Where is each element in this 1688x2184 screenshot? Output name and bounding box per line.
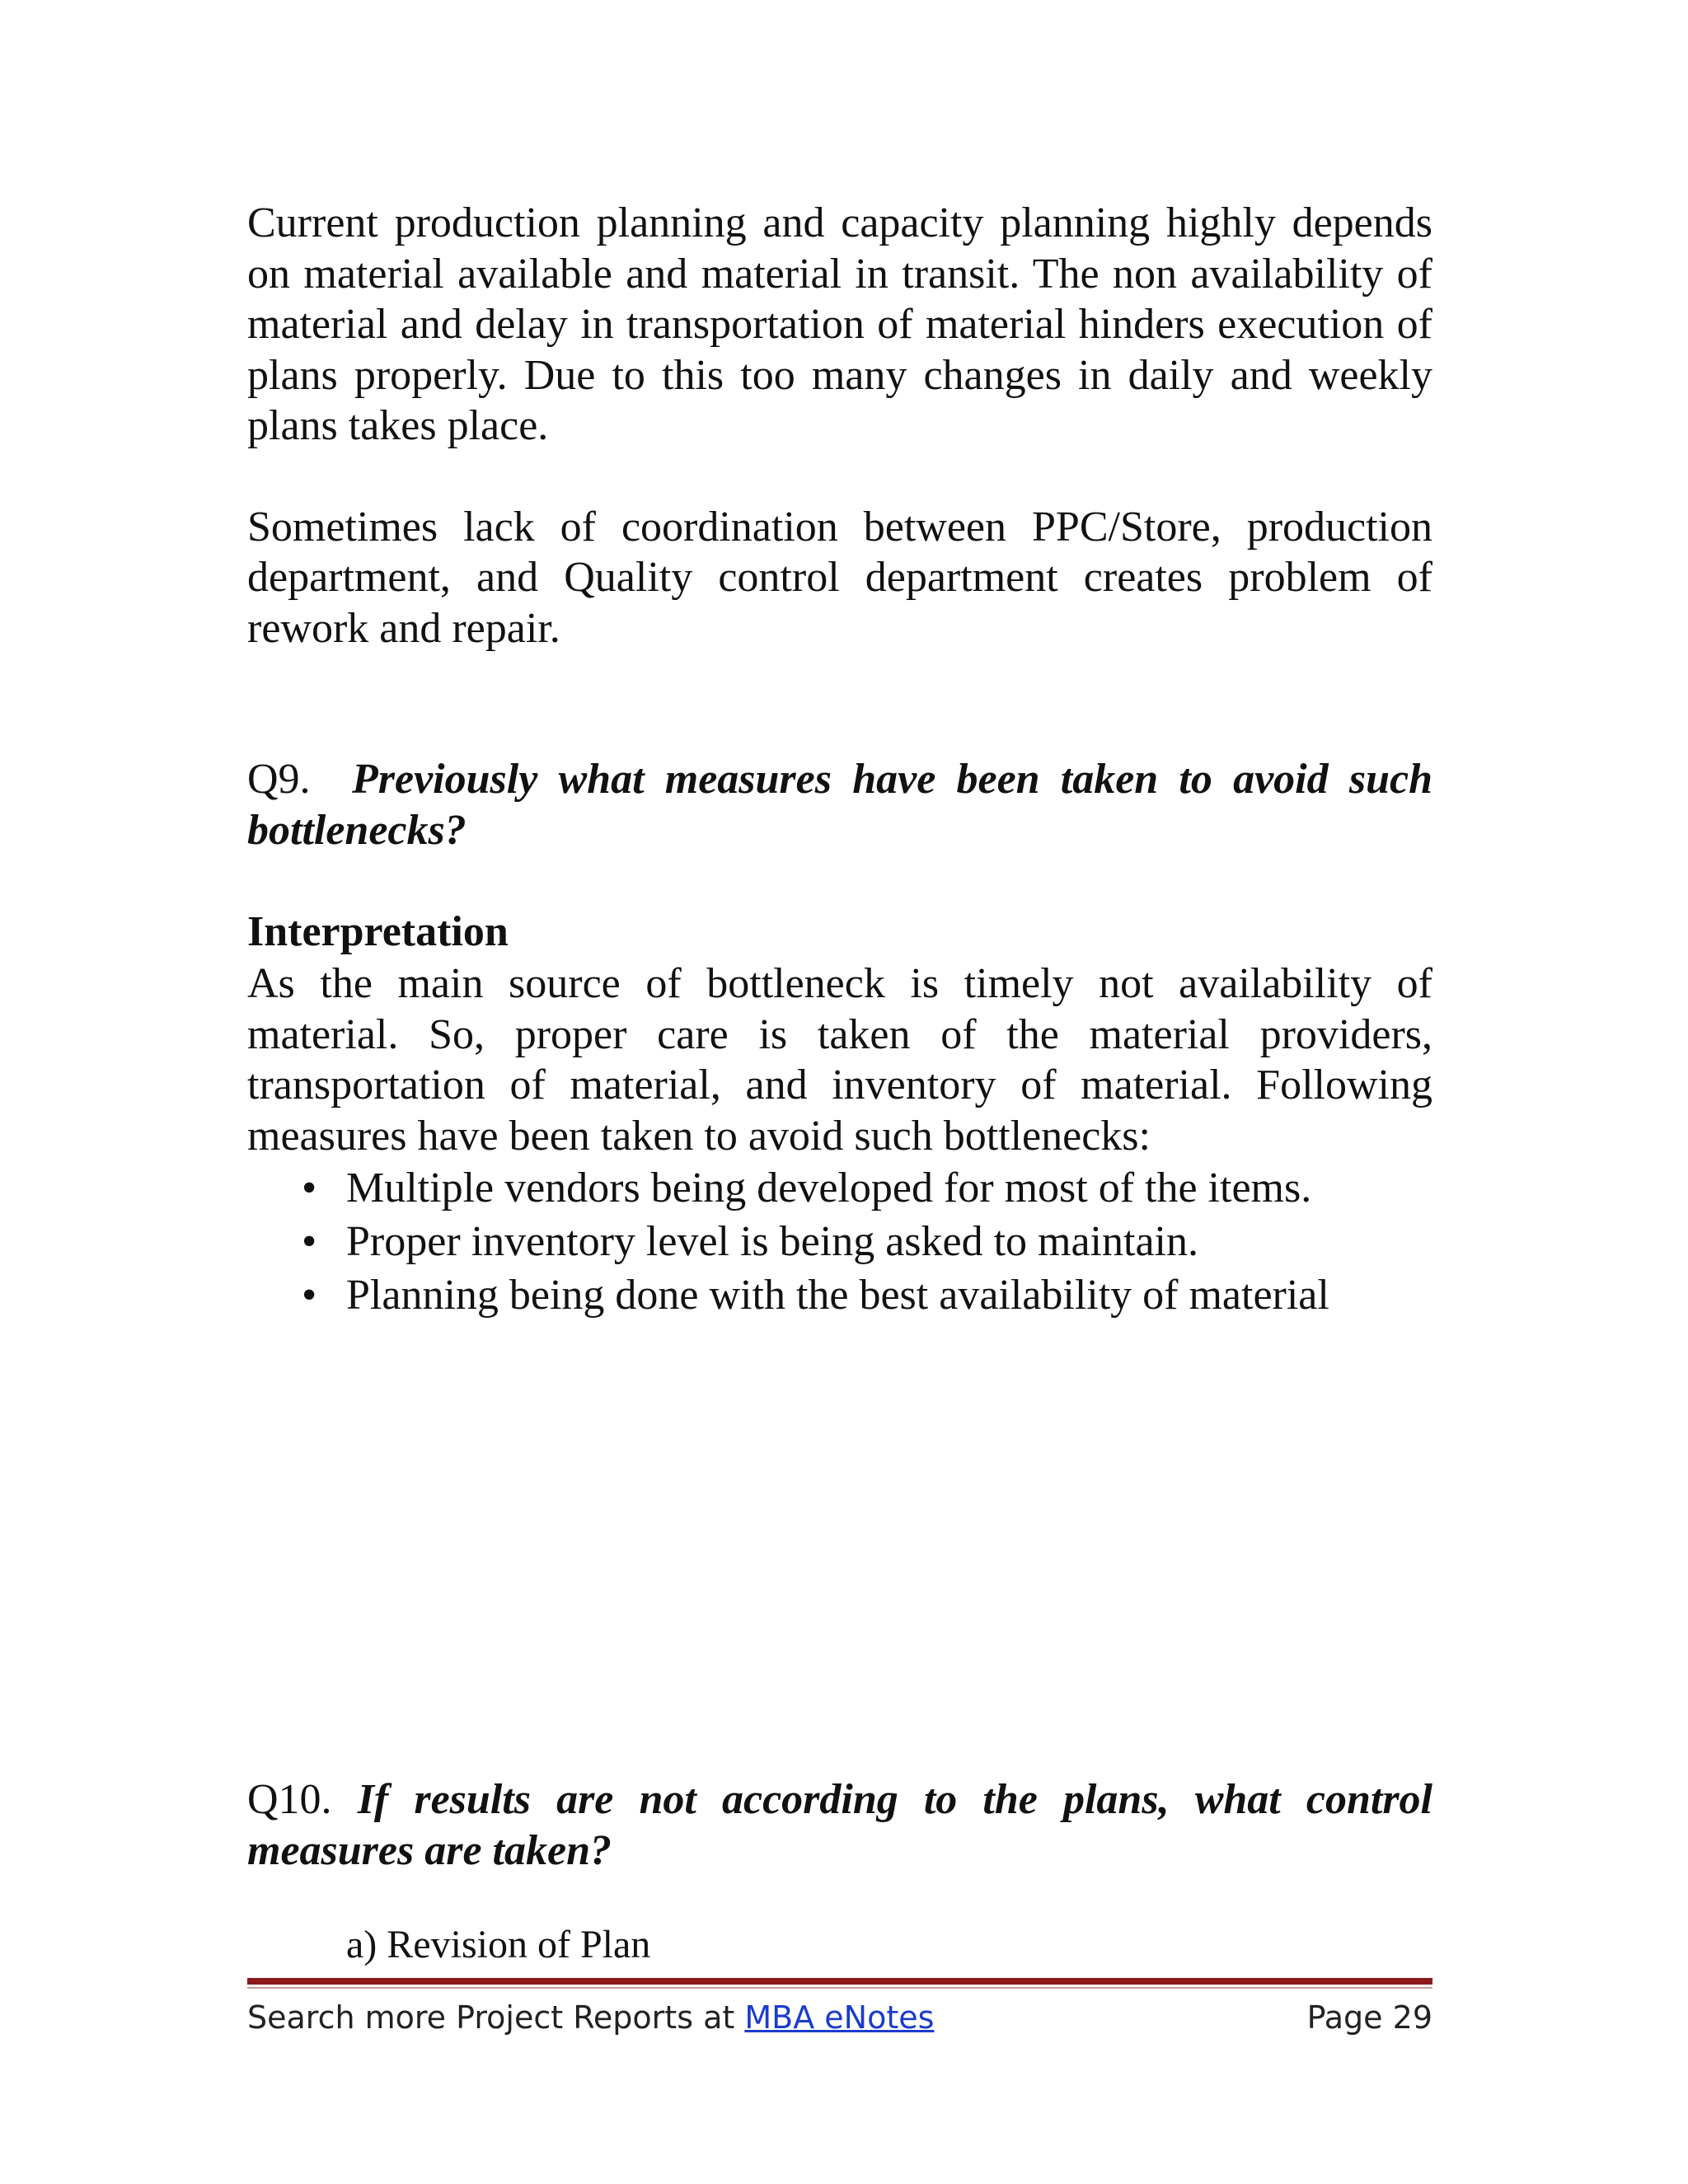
bullet-icon: • <box>302 1165 317 1212</box>
bullet-icon: • <box>302 1272 317 1319</box>
question-q9 <box>247 754 1432 855</box>
question-number: Q9. <box>247 756 311 803</box>
interpretation-body: As the main source of bottleneck is timely not availability of material. So, proper care is taken of the material providers, transportation of material, and inventory of material. Following measures have been taken to avoid such bottlenecks: <box>247 960 1432 1160</box>
paragraph-coordination: Sometimes lack of coordination between PPC/Store, production department, and Quality control department creates problem of rework and repair. <box>247 503 1432 652</box>
list-item <box>297 1215 1432 1268</box>
footer-prefix: Search more Project Reports at <box>247 1999 745 2036</box>
list-item <box>297 1161 1432 1215</box>
footer-text <box>247 1993 934 2042</box>
bullet-icon: • <box>302 1218 317 1265</box>
interpretation-heading: Interpretation <box>247 908 509 955</box>
main-content <box>247 198 1432 1322</box>
question-text: Previously what measures have been taken to avoid such bottlenecks? <box>247 756 1432 854</box>
list-item-text: Planning being done with the best availability of material <box>346 1272 1329 1319</box>
question-number: Q10. <box>247 1776 332 1823</box>
measures-list <box>247 1161 1432 1322</box>
page-number: Page 29 <box>1306 1999 1432 2036</box>
mba-enotes-link[interactable]: MBA eNotes <box>744 1999 935 2036</box>
question-q10 <box>247 1774 1432 1876</box>
list-item-text: Proper inventory level is being asked to maintain. <box>346 1218 1198 1265</box>
list-item <box>297 1268 1432 1322</box>
paragraph-production-planning: Current production planning and capacity planning highly depends on material available and material in transit. The non availability of material and delay in transportation of material hinders execution of plans properly. Due to this too many changes in daily and weekly plans takes place. <box>247 199 1432 449</box>
footer-divider <box>247 1978 1432 1985</box>
question-text: If results are not according to the plans, what control measures are taken? <box>247 1776 1432 1874</box>
page-footer <box>247 1993 1432 2042</box>
list-item-text: Multiple vendors being developed for most of the items. <box>346 1165 1312 1212</box>
footer-divider-thin <box>247 1987 1432 1989</box>
sub-item-revision-of-plan: a) Revision of Plan <box>346 1923 651 1966</box>
